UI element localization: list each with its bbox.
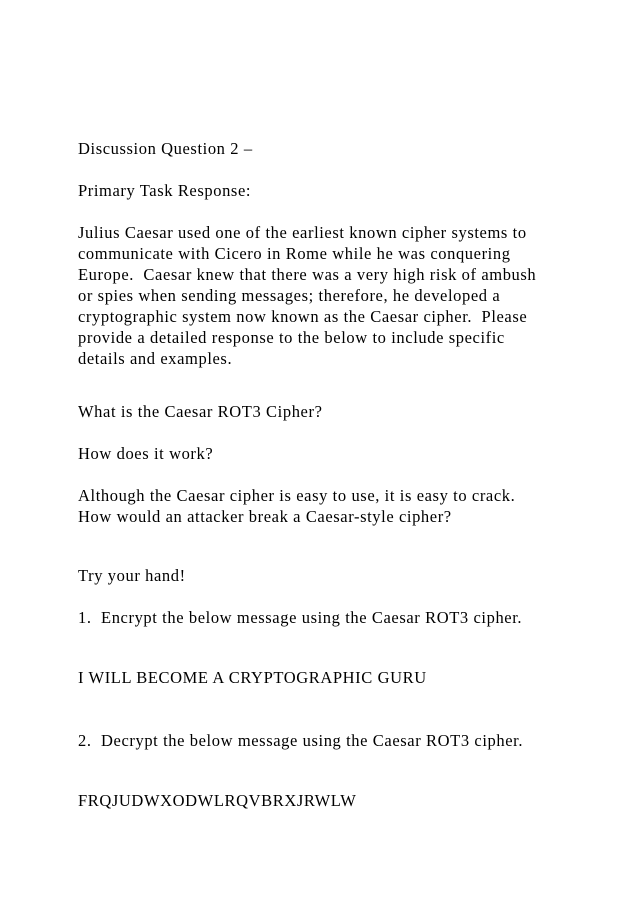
intro-line: provide a detailed response to the below to include specific bbox=[78, 328, 505, 347]
intro-line: Europe. Caesar knew that there was a very high risk of ambush bbox=[78, 265, 537, 284]
heading: Discussion Question 2 – bbox=[78, 139, 253, 158]
question-3-line: Although the Caesar cipher is easy to use, it is easy to crack. bbox=[78, 486, 516, 505]
question-1: What is the Caesar ROT3 Cipher? bbox=[78, 402, 323, 421]
question-2: How does it work? bbox=[78, 444, 214, 463]
intro-line: cryptographic system now known as the Caesar cipher. Please bbox=[78, 307, 528, 326]
task-2: 2. Decrypt the below message using the Caesar ROT3 cipher. bbox=[78, 731, 524, 750]
ciphertext-message: FRQJUDWXODWLRQVBRXJRWLW bbox=[78, 791, 357, 810]
intro-line: communicate with Cicero in Rome while he was conquering bbox=[78, 244, 511, 263]
subheading: Primary Task Response: bbox=[78, 181, 252, 200]
plaintext-message: I WILL BECOME A CRYPTOGRAPHIC GURU bbox=[78, 668, 427, 687]
task-1: 1. Encrypt the below message using the Caesar ROT3 cipher. bbox=[78, 608, 523, 627]
try-heading: Try your hand! bbox=[78, 566, 186, 585]
intro-line: details and examples. bbox=[78, 349, 233, 368]
intro-line: or spies when sending messages; therefore, he developed a bbox=[78, 286, 501, 305]
question-3-line: How would an attacker break a Caesar-style cipher? bbox=[78, 507, 452, 526]
intro-line: Julius Caesar used one of the earliest known cipher systems to bbox=[78, 223, 527, 242]
